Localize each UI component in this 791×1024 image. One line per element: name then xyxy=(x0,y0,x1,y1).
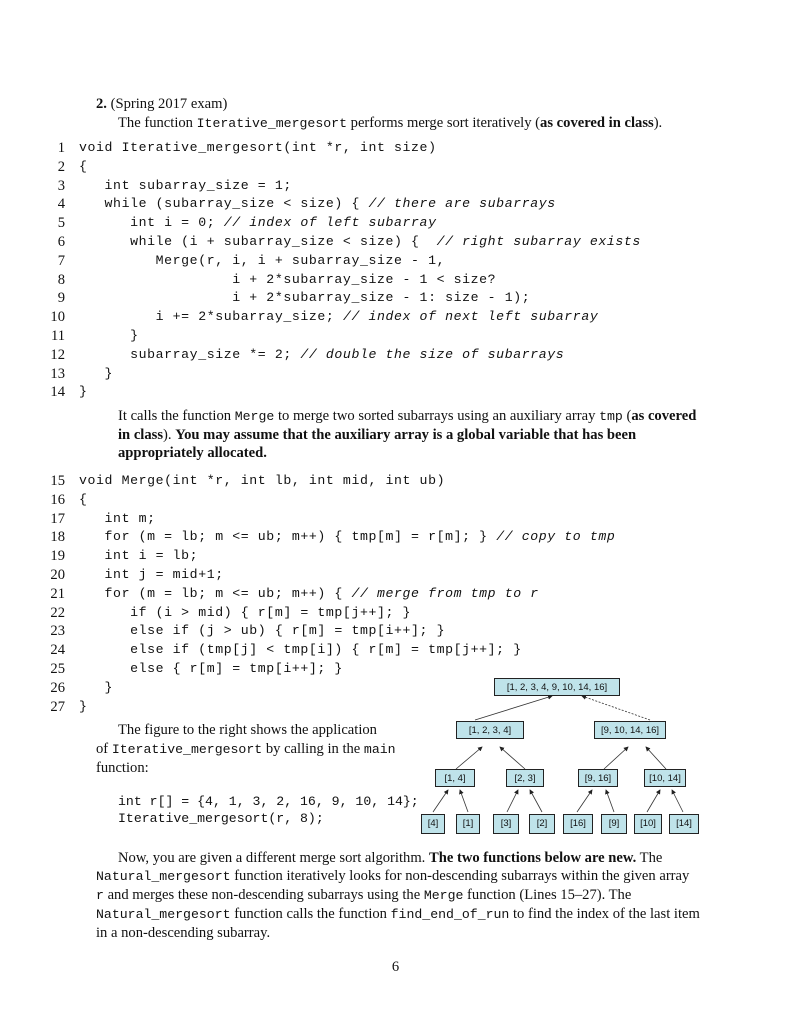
code-line xyxy=(25,547,765,565)
line-number: 12 xyxy=(50,346,65,363)
code-comment: // copy to tmp xyxy=(496,529,616,545)
tree-leaf-node: [1] xyxy=(456,814,480,834)
line-number: 16 xyxy=(50,491,65,508)
tree-edge xyxy=(530,790,542,812)
code-line xyxy=(25,177,765,195)
tree-level2-node: [9, 16] xyxy=(578,769,618,787)
line-number: 8 xyxy=(57,271,65,288)
code-comment: // right subarray exists xyxy=(436,234,641,249)
tree-edge xyxy=(433,790,448,812)
code-line xyxy=(25,491,765,509)
code-line xyxy=(25,252,765,270)
code-text: void Merge(int *r, int lb, int mid, int ub) xyxy=(79,473,446,488)
tree-leaf-node: [16] xyxy=(563,814,593,834)
line-number: 19 xyxy=(50,548,65,565)
code-line xyxy=(25,622,765,640)
tree-leaf-node: [3] xyxy=(493,814,519,834)
code-text: subarray_size *= 2; // double the size of subarrays xyxy=(79,346,565,362)
line-number: 20 xyxy=(50,567,65,583)
merge-description: It calls the function Merge to merge two sorted subarrays using an auxiliary array tmp (as covered in class). You may assume that the auxiliary array is a global variable that has been appropriately allocated. xyxy=(118,408,697,461)
code-line xyxy=(25,641,765,659)
tree-leaf-node: [14] xyxy=(669,814,699,834)
tree-edge xyxy=(606,790,614,812)
line-number: 18 xyxy=(50,529,65,546)
tree-edge xyxy=(672,790,683,812)
tree-leaf-node: [10] xyxy=(634,814,662,834)
code-comment: // merge from tmp to r xyxy=(351,585,539,601)
code-text: if (i > mid) { r[m] = tmp[j++]; } xyxy=(79,604,412,620)
tree-level2-node: [1, 4] xyxy=(435,769,475,787)
line-number: 13 xyxy=(50,365,65,382)
code-comment: // double the size of subarrays xyxy=(300,346,565,362)
tree-edge xyxy=(460,790,468,812)
tree-level2-node: [10, 14] xyxy=(644,769,686,787)
tree-root-node: [1, 2, 3, 4, 9, 10, 14, 16] xyxy=(494,678,620,696)
code-text: i + 2*subarray_size - 1: size - 1); xyxy=(79,290,531,306)
code-line xyxy=(25,365,765,383)
code-line xyxy=(25,604,765,622)
code-line xyxy=(25,289,765,307)
tree-level2-node: [2, 3] xyxy=(506,769,544,787)
line-number: 2 xyxy=(57,158,65,175)
code-line xyxy=(25,383,765,401)
code-text: while (subarray_size < size) { // there are subarrays xyxy=(79,196,556,212)
code-line xyxy=(25,472,765,490)
tree-edge xyxy=(647,790,660,812)
tree-level1-node: [1, 2, 3, 4] xyxy=(456,721,524,739)
line-number: 4 xyxy=(57,196,65,213)
line-number: 25 xyxy=(50,661,65,677)
code-text: else { r[m] = tmp[i++]; } xyxy=(79,661,343,676)
code-line xyxy=(25,327,765,345)
code-text: int subarray_size = 1; xyxy=(79,177,292,193)
code-text: Merge(r, i, i + subarray_size - 1, xyxy=(79,252,446,268)
tree-edge xyxy=(582,696,650,720)
line-number: 15 xyxy=(50,473,65,489)
tree-leaf-node: [2] xyxy=(529,814,555,834)
line-number: 9 xyxy=(57,290,65,307)
code-text: for (m = lb; m <= ub; m++) { tmp[m] = r[m]; } // copy to tmp xyxy=(79,529,616,545)
line-number: 22 xyxy=(50,604,65,621)
line-number: 5 xyxy=(57,215,65,232)
code-line xyxy=(25,566,765,584)
line-number: 10 xyxy=(50,309,65,326)
line-number: 26 xyxy=(50,679,65,696)
code-text: void Iterative_mergesort(int *r, int size) xyxy=(79,140,437,155)
code-text: int i = 0; // index of left subarray xyxy=(79,215,437,231)
code-text: i += 2*subarray_size; // index of next left subarray xyxy=(79,309,599,325)
example-call-line-2: Iterative_mergesort(r, 8); xyxy=(118,811,324,826)
tree-leaf-node: [9] xyxy=(601,814,627,834)
line-number: 14 xyxy=(50,384,65,401)
code-text: } xyxy=(79,698,88,714)
code-comment: // index of next left subarray xyxy=(342,309,599,325)
figure-description-line-3: function: xyxy=(96,760,149,776)
code-text: int i = lb; xyxy=(79,548,199,564)
line-number: 11 xyxy=(50,328,65,344)
merge-tree-edges xyxy=(410,672,710,842)
line-number: 17 xyxy=(50,510,65,527)
function-name: Iterative_mergesort xyxy=(196,116,347,131)
code-line xyxy=(25,528,765,546)
line-number: 23 xyxy=(50,623,65,640)
question-number: 2. xyxy=(96,96,107,112)
code-text: else if (tmp[j] < tmp[i]) { r[m] = tmp[j++]; } xyxy=(79,642,522,658)
page-number: 6 xyxy=(391,959,400,975)
code-line xyxy=(25,139,765,157)
code-line xyxy=(25,585,765,603)
code-text: { xyxy=(79,158,88,174)
natural-mergesort-description: Now, you are given a different merge sort algorithm. The two functions below are new. The Natural_mergesort function iteratively looks for non-descending subarrays within the given array r and merges these non-descending subarrays using the Merge function (Lines 15–27). The Natural_mergesort function calls the function find_end_of_run to find the index of the last item in a non-descending subarray. xyxy=(96,850,700,941)
tree-edge xyxy=(604,747,628,769)
tree-leaf-node: [4] xyxy=(421,814,445,834)
code-line xyxy=(25,214,765,232)
line-number: 6 xyxy=(57,234,65,250)
code-line xyxy=(25,158,765,176)
code-line xyxy=(25,346,765,364)
tree-edge xyxy=(500,747,525,769)
tree-edge xyxy=(475,696,552,720)
tree-edge xyxy=(456,747,482,769)
code-text: { xyxy=(79,491,88,507)
code-line xyxy=(25,308,765,326)
code-text: else if (j > ub) { r[m] = tmp[i++]; } xyxy=(79,623,446,639)
code-line xyxy=(25,271,765,289)
code-text: for (m = lb; m <= ub; m++) { // merge from tmp to r xyxy=(79,585,539,601)
line-number: 27 xyxy=(50,698,65,715)
code-comment: // there are subarrays xyxy=(368,196,556,212)
tree-edge xyxy=(577,790,592,812)
code-line xyxy=(25,510,765,528)
example-call-line-1: int r[] = {4, 1, 3, 2, 16, 9, 10, 14}; xyxy=(118,794,419,809)
tree-edge xyxy=(646,747,666,769)
line-number: 21 xyxy=(50,585,65,602)
question-source: (Spring 2017 exam) xyxy=(110,96,228,112)
code-comment: // index of left subarray xyxy=(223,215,437,231)
code-text: } xyxy=(79,384,88,400)
code-text: } xyxy=(79,679,114,695)
code-line xyxy=(25,195,765,213)
line-number: 24 xyxy=(50,642,65,659)
code-text: } xyxy=(79,365,114,381)
merge-tree-figure xyxy=(410,672,710,842)
code-text: i + 2*subarray_size - 1 < size? xyxy=(79,271,497,287)
figure-description-line-1: The figure to the right shows the application xyxy=(118,722,377,738)
tree-edge xyxy=(507,790,518,812)
line-number: 3 xyxy=(57,177,65,194)
question-header xyxy=(96,95,227,113)
code-text: int m; xyxy=(79,510,156,526)
code-text: while (i + subarray_size < size) { // right subarray exists xyxy=(79,234,641,249)
code-text: } xyxy=(79,328,139,343)
question-intro: The function Iterative_mergesort performs merge sort iteratively (as covered in class). xyxy=(118,115,663,131)
code-listing-iterative-mergesort xyxy=(25,139,765,399)
code-line xyxy=(25,233,765,251)
figure-description-line-2: of Iterative_mergesort by calling in the main xyxy=(96,741,396,757)
code-text: int j = mid+1; xyxy=(79,567,224,582)
line-number: 1 xyxy=(57,140,65,156)
line-number: 7 xyxy=(57,252,65,269)
tree-level1-node: [9, 10, 14, 16] xyxy=(594,721,666,739)
